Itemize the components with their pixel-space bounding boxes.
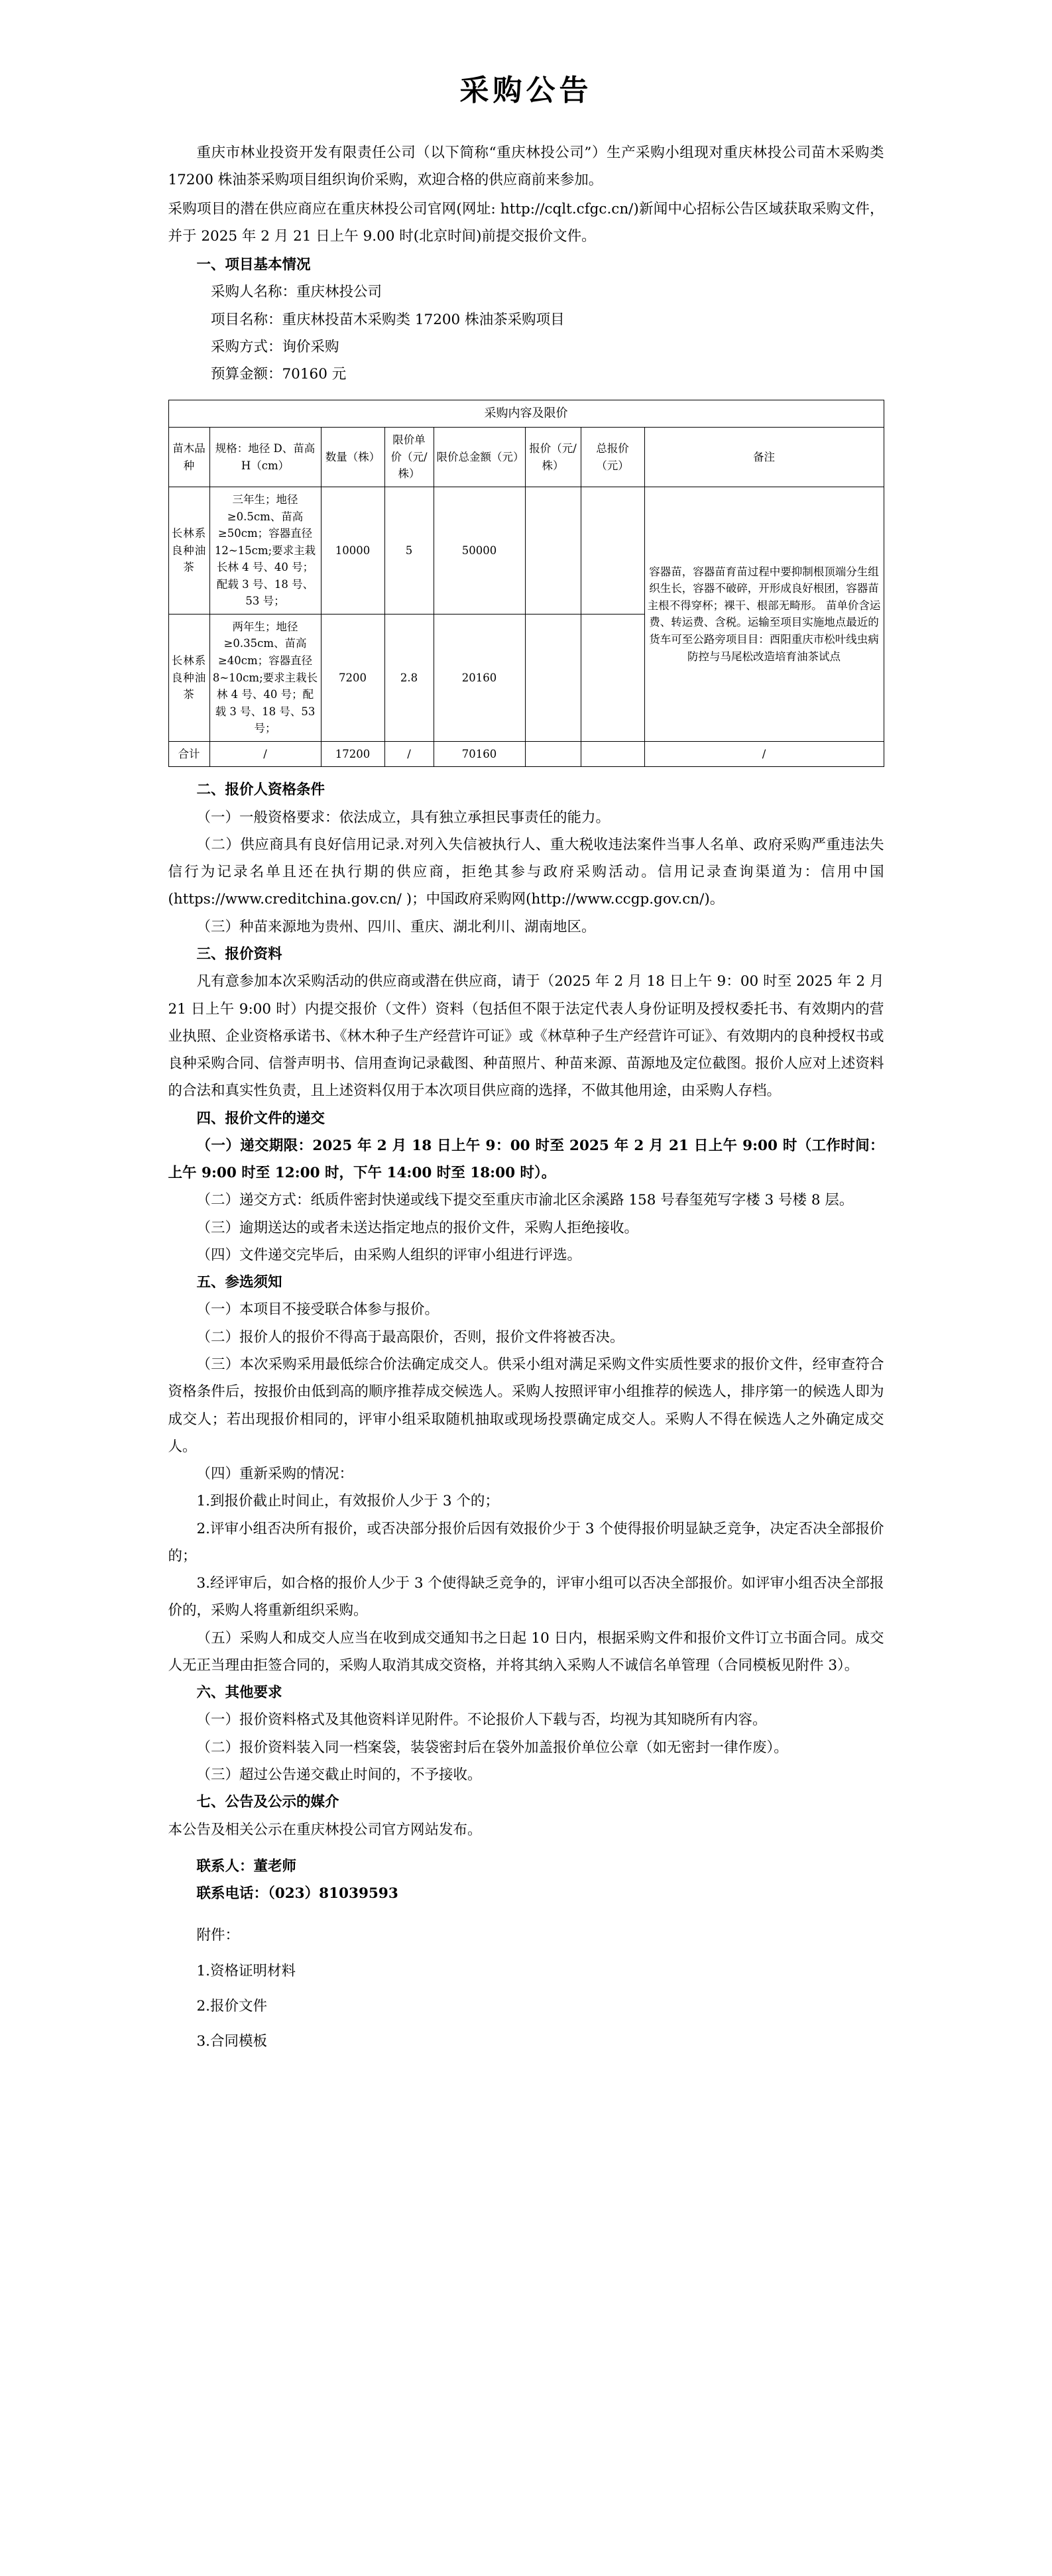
total-bid-total	[581, 741, 644, 767]
intro-paragraph-2: 采购项目的潜在供应商应在重庆林投公司官网(网址: http://cqlt.cfgc.cn/)新闻中心招标公告区域获取采购文件，并于 2025 年 2 月 21 日上午 9.00 时(北京时间)前提交报价文件。	[168, 200, 884, 245]
merged-remark-cell	[644, 487, 884, 741]
row-2-total-price: 20160	[434, 614, 525, 741]
section-2-item-1: （一）一般资格要求：依法成立，具有独立承担民事责任的能力。	[196, 809, 611, 826]
total-unit-price: /	[384, 741, 434, 767]
header-total-price: 限价总金额（元）	[434, 428, 525, 487]
header-spec: 规格：地径 D、苗高 H（cm）	[209, 428, 321, 487]
section-5-item-7: 3.经评审后，如合格的报价人少于 3 个使得缺乏竞争的，评审小组可以否决全部报价。如评审小组否决全部报价的，采购人将重新组织采购。	[168, 1575, 884, 1619]
section-6-item-2: （二）报价资料装入同一档案袋，装袋密封后在袋外加盖报价单位公章（如无密封一律作废）。	[196, 1739, 788, 1756]
intro-paragraph-1: 重庆市林业投资开发有限责任公司（以下简称“重庆林投公司”）生产采购小组现对重庆林投公司苗木采购类 17200 株油茶采购项目组织询价采购，欢迎合格的供应商前来参加。	[168, 145, 884, 189]
header-quantity: 数量（株）	[321, 428, 384, 487]
header-unit-price: 限价单价（元/株）	[384, 428, 434, 487]
section-2-title: 二、报价人资格条件	[196, 782, 325, 799]
section-7-title: 七、公告及公示的媒介	[196, 1794, 339, 1811]
document-content	[168, 66, 884, 2055]
section-5-item-2: （二）报价人的报价不得高于最高限价，否则，报价文件将被否决。	[196, 1328, 624, 1346]
total-label: 合计	[168, 741, 209, 767]
header-bid-total: 总报价（元）	[581, 428, 644, 487]
row-1-total-price: 50000	[434, 487, 525, 614]
section-4-item-1: （一）递交期限：2025 年 2 月 18 日上午 9：00 时至 2025 年 2 月 21 日上午 9:00 时（工作时间：上午 9:00 时至 12:00 时，下午 14:00 时至 18:00 时）。	[168, 1137, 884, 1182]
section-2-item-3: （三）种苗来源地为贵州、四川、重庆、湖北利川、湖南地区。	[196, 918, 596, 935]
row-1-spec: 三年生；地径≥0.5cm、苗高≥50cm；容器直径 12~15cm;要求主栽长林 4 号、40 号；配载 3 号、18 号、53 号；	[209, 487, 321, 614]
section-2-item-2: （二）供应商具有良好信用记录.对列入失信被执行人、重大税收违法案件当事人名单、政府采购严重违法失信行为记录名单且还在执行期的供应商，拒绝其参与政府采购活动。信用记录查询渠道为：信用中国(https://www.creditchina.gov.cn/ )；中国政府采购网(http://www.ccgp.gov.cn/)。	[168, 836, 884, 908]
row-1-bid-price	[525, 487, 581, 614]
table-total-row	[168, 741, 884, 767]
section-7-body: 本公告及相关公示在重庆林投公司官方网站发布。	[168, 1821, 482, 1838]
header-remark: 备注	[644, 428, 884, 487]
row-1-species: 长林系良种油茶	[168, 487, 209, 614]
attachment-item-2: 2.报价文件	[196, 1997, 268, 2015]
contact-phone: 联系电话：（023）81039593	[196, 1885, 398, 1903]
row-2-spec: 两年生；地径≥0.35cm、苗高≥40cm；容器直径 8~10cm;要求主栽长林 4 号、40 号；配载 3 号、18 号、53 号；	[209, 614, 321, 741]
section-6-item-3: （三）超过公告递交截止时间的，不予接收。	[196, 1766, 482, 1783]
section-5-item-5: 1.到报价截止时间止，有效报价人少于 3 个的；	[196, 1493, 499, 1510]
section-4-title: 四、报价文件的递交	[196, 1110, 325, 1127]
section-5-title: 五、参选须知	[196, 1274, 282, 1291]
table-caption: 采购内容及限价	[168, 400, 884, 428]
attachments-title: 附件：	[196, 1927, 240, 1944]
table-row	[168, 487, 884, 614]
attachment-item-3: 3.合同模板	[196, 2033, 268, 2050]
section-4-item-2: （二）递交方式：纸质件密封快递或线下提交至重庆市渝北区余溪路 158 号春玺苑写字楼 3 号楼 8 层。	[196, 1192, 854, 1209]
row-2-bid-price	[525, 614, 581, 741]
purchaser-name: 采购人名称：重庆林投公司	[211, 284, 382, 301]
row-2-quantity: 7200	[321, 614, 384, 741]
section-5-item-1: （一）本项目不接受联合体参与报价。	[196, 1301, 439, 1318]
header-bid-price: 报价（元/株）	[525, 428, 581, 487]
table-header-row	[168, 428, 884, 487]
purchase-content-table	[168, 400, 884, 767]
row-2-species: 长林系良种油茶	[168, 614, 209, 741]
attachment-item-1: 1.资格证明材料	[196, 1962, 296, 1979]
section-6-item-1: （一）报价资料格式及其他资料详见附件。不论报价人下载与否，均视为其知晓所有内容。	[196, 1712, 767, 1729]
section-3-body: 凡有意参加本次采购活动的供应商或潜在供应商，请于（2025 年 2 月 18 日上午 9：00 时至 2025 年 2 月 21 日上午 9:00 时）内提交报价（文件）资料（包括但不限于法定代表人身份证明及授权委托书、有效期内的营业执照、企业资格承诺书、《林木种子生产经营许可证》或《林草种子生产经营许可证》、有效期内的良种授权书或良种采购合同、信誉声明书、信用查询记录截图、种苗照片、种苗来源、苗源地及定位截图。报价人应对上述资料的合法和真实性负责，且上述资料仅用于本次项目供应商的选择，不做其他用途，由采购人存档。	[168, 973, 884, 1100]
row-1-bid-total	[581, 487, 644, 614]
purchase-method: 采购方式：询价采购	[211, 338, 339, 355]
section-5-item-4: （四）重新采购的情况：	[196, 1466, 354, 1483]
section-4-item-4: （四）文件递交完毕后，由采购人组织的评审小组进行评选。	[196, 1246, 582, 1263]
section-3-title: 三、报价资料	[196, 946, 282, 963]
section-5-item-3: （三）本次采购采用最低综合价法确定成交人。供采小组对满足采购文件实质性要求的报价文件，经审查符合资格条件后，按报价由低到高的顺序推荐成交候选人。采购人按照评审小组推荐的候选人，排序第一的候选人即为成交人；若出现报价相同的，评审小组采取随机抽取或现场投票确定成交人。采购人不得在候选人之外确定成交人。	[168, 1356, 884, 1455]
total-total-price: 70160	[434, 741, 525, 767]
row-1-unit-price: 5	[384, 487, 434, 614]
budget-amount: 预算金额：70160 元	[211, 366, 347, 383]
section-1-title: 一、项目基本情况	[196, 257, 311, 274]
section-4-item-3: （三）逾期送达的或者未送达指定地点的报价文件，采购人拒绝接收。	[196, 1219, 639, 1236]
row-1-quantity: 10000	[321, 487, 384, 614]
section-5-item-6: 2.评审小组否决所有报价，或否决部分报价后因有效报价少于 3 个使得报价明显缺乏竞争，决定否决全部报价的；	[168, 1520, 884, 1564]
project-name: 项目名称：重庆林投苗木采购类 17200 株油茶采购项目	[211, 311, 565, 328]
contact-person: 联系人：董老师	[196, 1857, 297, 1875]
total-remark: /	[644, 741, 884, 767]
page-title: 采购公告	[459, 74, 593, 107]
header-species: 苗木品种	[168, 428, 209, 487]
total-bid-price	[525, 741, 581, 767]
total-quantity: 17200	[321, 741, 384, 767]
row-2-bid-total	[581, 614, 644, 741]
row-2-unit-price: 2.8	[384, 614, 434, 741]
section-5-item-8: （五）采购人和成交人应当在收到成交通知书之日起 10 日内，根据采购文件和报价文件订立书面合同。成交人无正当理由拒签合同的，采购人取消其成交资格，并将其纳入采购人不诚信名单管理（合同模板见附件 3）。	[168, 1629, 884, 1674]
section-6-title: 六、其他要求	[196, 1684, 282, 1702]
remark-plain-text: 苗单价含运费、转运费、含税。运输至项目实施地点最近的货车可至公路旁项目目：酉阳重庆市松叶线虫病防控与马尾松改造培育油茶试点	[649, 599, 881, 663]
total-spec: /	[209, 741, 321, 767]
table-caption-row	[168, 400, 884, 428]
remark-bold-text: 容器苗，容器苗育苗过程中要抑制根顶端分生组织生长，容器不破碎，开形成良好根团，容器苗主根不得穿杯；裸干、根部无畸形。	[647, 565, 879, 612]
